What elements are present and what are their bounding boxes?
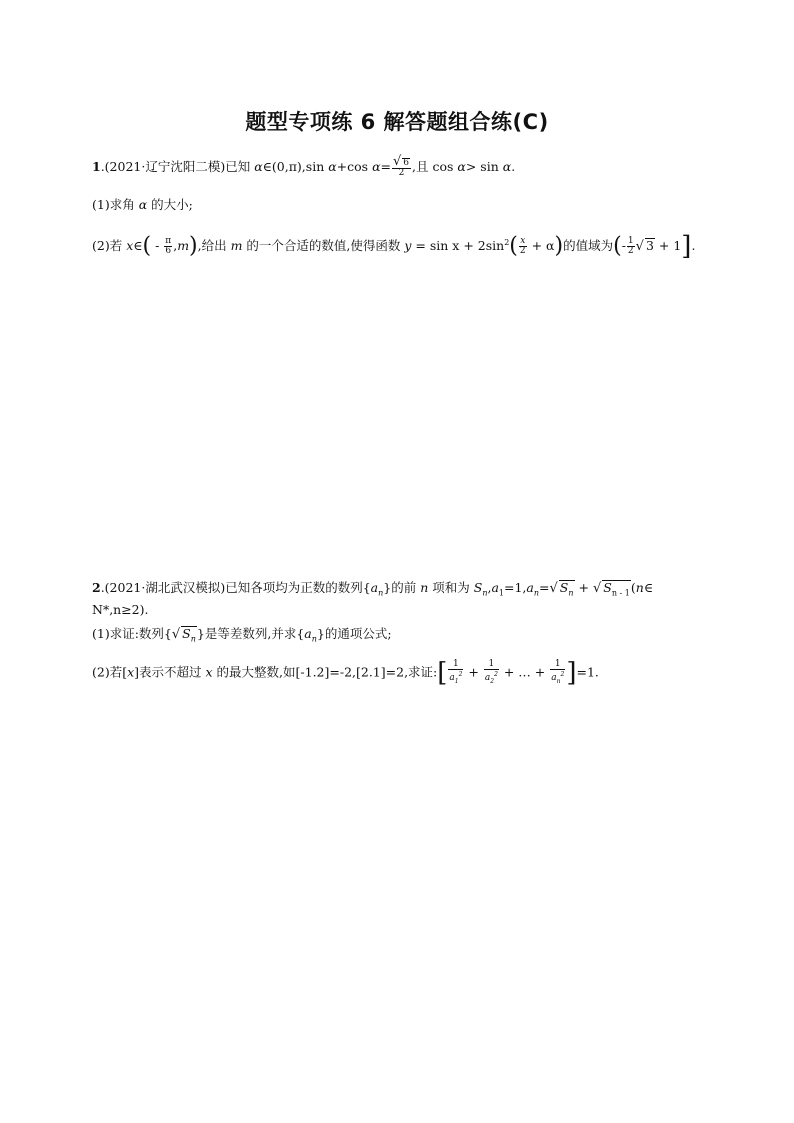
symbol-n: n <box>420 580 429 595</box>
negative-sign: - <box>621 238 626 254</box>
left-bracket: [ <box>437 657 448 688</box>
page-title: 题型专项练 6 解答题组合练(C) <box>245 110 549 134</box>
subscript-n: n <box>568 588 574 598</box>
question-1-stem <box>92 154 516 178</box>
symbol-x: x <box>126 238 134 254</box>
fraction-1-over-an-squared <box>550 660 565 686</box>
symbol-x: x <box>127 664 135 680</box>
symbol-alpha: α <box>254 159 263 174</box>
numerator: π <box>165 236 172 247</box>
symbol-S: S <box>473 580 483 595</box>
plus-cos: +cos <box>336 159 373 174</box>
subscript-1: 1 <box>498 588 504 598</box>
plus-one: + 1 <box>654 238 682 254</box>
numerator: 1 <box>484 660 499 670</box>
text-mid: 项和为 <box>428 580 474 595</box>
period: . <box>511 159 516 174</box>
part-2-mid2: 的最大整数,如[-1.2]=-2,[2.1]=2,求证: <box>212 664 438 680</box>
question-1-part-2: (2)若 x∈( - $\frac{\pi}{6}$ ,m),给出 m 的一个合适的数值,使得函数 $y = \sin x + 2\sin^2$( $\frac{x}{2}$ + α)的值域为(- $\frac{1}{2}$ √ 3 + 1]. <box>92 231 696 262</box>
question-2-part-1 <box>92 625 392 649</box>
plus: + <box>464 664 483 680</box>
and-cos: ,且 cos <box>412 159 458 174</box>
denominator: 2 <box>519 246 526 257</box>
part-1-prefix: (1)求角 <box>92 197 139 212</box>
subscript-n: n <box>378 588 384 598</box>
part-2-prefix: (2)若[ <box>92 664 128 680</box>
fraction-pi-over-6 <box>164 237 172 256</box>
symbol-a: a <box>491 580 499 595</box>
sqrt-Sn <box>559 580 575 600</box>
denominator: 2 <box>398 168 405 178</box>
left-paren: ( <box>142 233 152 259</box>
question-number: 2 <box>92 580 101 595</box>
symbol-alpha: α <box>138 197 148 212</box>
subscript-n: n <box>482 588 488 598</box>
symbol-a: a <box>304 626 312 641</box>
part-1-prefix: (1)求证:数列{ <box>92 626 172 641</box>
question-1-part-1 <box>92 196 193 214</box>
numerator: 1 <box>550 660 565 670</box>
symbol-a: a <box>370 580 379 595</box>
left-paren: ( <box>613 233 622 259</box>
result: =1. <box>576 664 599 680</box>
equals-one: =1, <box>504 580 527 595</box>
subscript-n: n <box>311 634 317 644</box>
sqrt-6: 6 <box>403 158 410 168</box>
paren: ( <box>630 580 636 595</box>
right-paren: ) <box>189 233 198 259</box>
question-number: 1 <box>92 159 101 174</box>
part-2-mid2: 的一个合适的数值,使得函数 <box>242 238 405 254</box>
symbol-y: y <box>404 238 412 254</box>
part-2-prefix: (2)若 <box>92 238 127 254</box>
part-2-mid: ]表示不超过 <box>134 664 206 680</box>
part-2-mid: ,给出 <box>197 238 231 254</box>
greater-sin: > sin <box>465 159 503 174</box>
sqrt-Sn-1 <box>602 580 631 600</box>
part-1-suffix: 的大小; <box>147 197 193 212</box>
symbol-S: S <box>182 626 191 641</box>
equals: = <box>539 580 550 595</box>
denominator: 6 <box>165 246 172 257</box>
range-text: 的值域为 <box>563 238 614 254</box>
denominator: $a_2^2$ <box>484 671 498 685</box>
part-1-mid: }是等差数列,并求{ <box>196 626 305 641</box>
subscript-n-minus-1: n - 1 <box>611 588 630 598</box>
question-source: .(2021·湖北武汉模拟)已知各项均为正数的数列{ <box>100 580 371 595</box>
right-bracket: ] <box>566 657 577 688</box>
question-2-stem-line-2 <box>92 601 149 619</box>
fraction-1-over-a2-squared <box>484 660 499 686</box>
symbol-x: x <box>205 664 213 680</box>
negative-sign: - <box>151 238 164 254</box>
radical-sign: √ <box>549 581 558 596</box>
symbol-alpha: α <box>457 159 466 174</box>
element-of: ∈ <box>643 580 654 595</box>
plus-alpha: + α <box>527 238 555 254</box>
numerator: x <box>520 236 526 247</box>
superscript-2: 2 <box>504 238 510 247</box>
condition-text: ∈(0,π),sin <box>262 159 329 174</box>
symbol-n: n <box>635 580 644 595</box>
fraction-sqrt6-over-2 <box>392 154 411 178</box>
right-paren: ) <box>554 233 564 259</box>
symbol-a: a <box>526 580 534 595</box>
fraction-1-over-a1-squared <box>448 660 463 686</box>
ellipsis: + … + <box>499 664 550 680</box>
plus: + <box>574 580 593 595</box>
denominator: $a_1^2$ <box>449 671 463 685</box>
denominator: 2 <box>627 246 634 257</box>
symbol-S: S <box>559 580 569 595</box>
symbol-S: S <box>603 580 612 595</box>
question-source: .(2021·辽宁沈阳二模)已知 <box>100 159 255 174</box>
sqrt-3: 3 <box>645 238 654 254</box>
period: . <box>691 238 696 254</box>
subscript-n: n <box>533 588 540 598</box>
radical-sign: √ <box>171 627 181 642</box>
fraction-1-over-2 <box>627 237 635 256</box>
fraction-x-over-2 <box>519 237 527 256</box>
subscript-n: n <box>190 634 196 644</box>
left-paren: ( <box>509 233 518 259</box>
question-2-stem <box>92 579 653 603</box>
right-bracket: ] <box>681 231 692 262</box>
comma: , <box>487 580 492 595</box>
symbol-m: m <box>230 238 243 254</box>
radical-sign: √ <box>635 239 644 255</box>
question-2-part-2 <box>92 657 599 688</box>
symbol-alpha: α <box>502 159 512 174</box>
numerator: 1 <box>448 660 463 670</box>
radical-sign: √ <box>393 154 402 169</box>
denominator: $a_n^2$ <box>551 671 565 685</box>
function-text: = sin x + 2sin <box>411 238 505 254</box>
equals: = <box>380 159 391 174</box>
element-of: ∈ <box>133 238 143 254</box>
radical-sign: √ <box>592 581 602 596</box>
numerator: 1 <box>627 236 634 247</box>
text-mid: }的前 <box>383 580 421 595</box>
sqrt-Sn <box>181 626 197 646</box>
condition-text: N*,n≥2). <box>92 602 149 617</box>
part-1-suffix: }的通项公式; <box>316 626 392 641</box>
symbol-alpha: α <box>328 159 337 174</box>
symbol-alpha: α <box>372 159 381 174</box>
symbol-m: m <box>177 238 190 254</box>
